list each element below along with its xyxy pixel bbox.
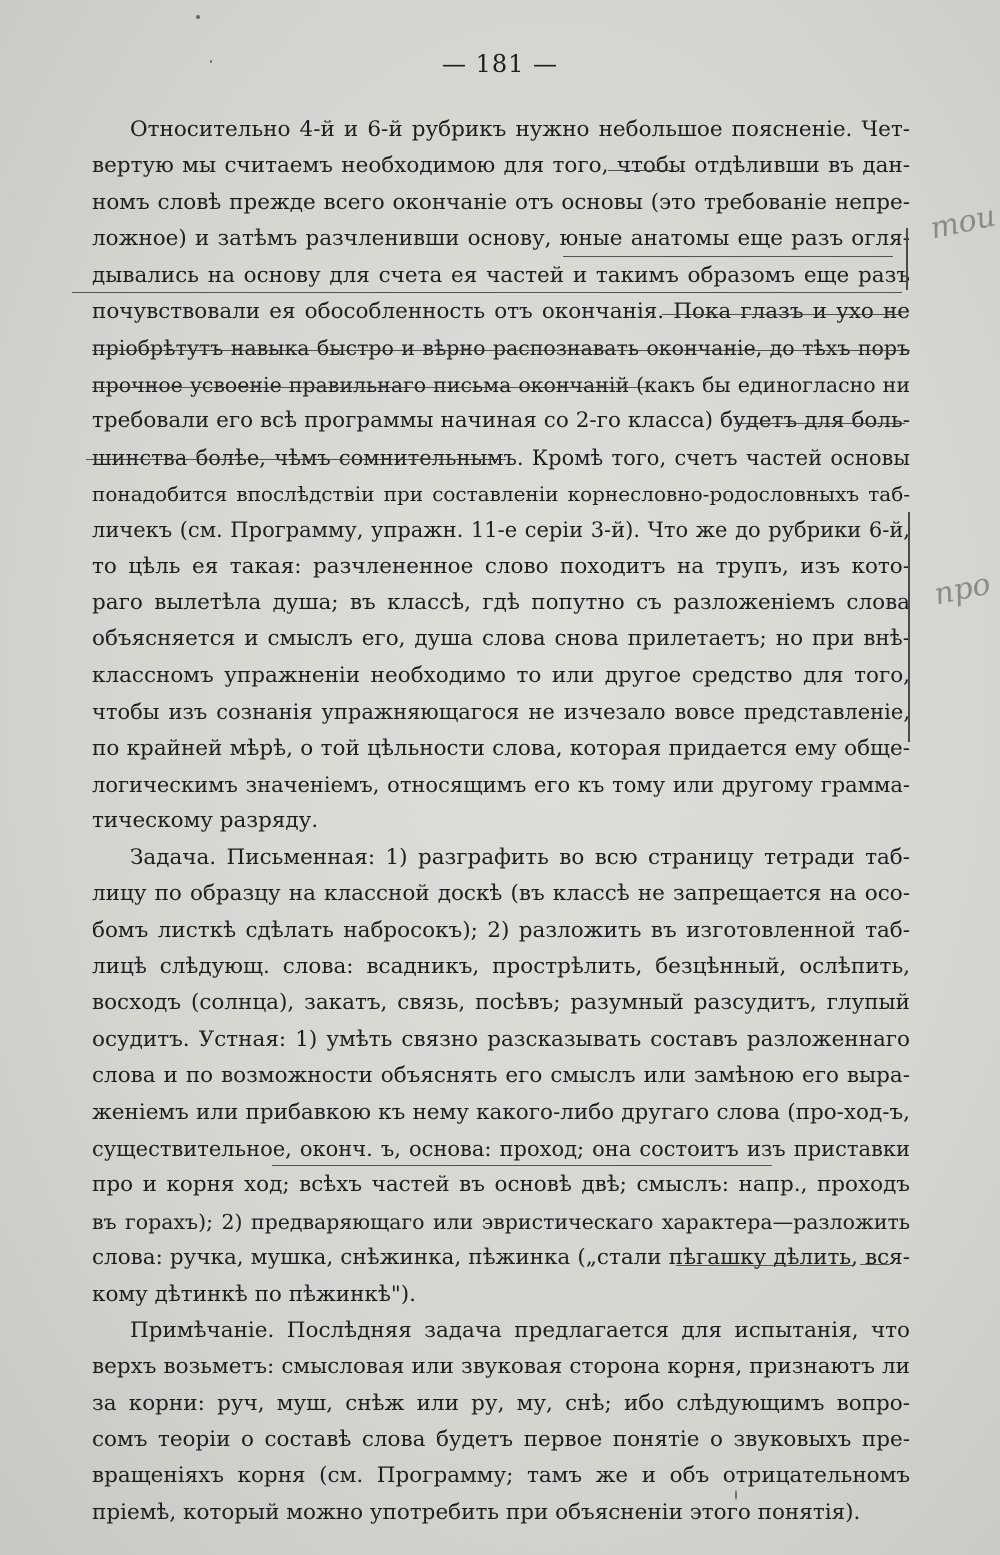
text-line: въ горахъ); 2) предваряющаго или эвристическаго характера—разложить xyxy=(92,1209,910,1234)
paper-speck xyxy=(196,15,200,19)
text-line: существительное, оконч. ъ, основа: проход; она состоитъ изъ приставки xyxy=(92,1136,910,1161)
text-line: вращеніяхъ корня (см. Программу; тамъ же и объ отрицательномъ xyxy=(92,1463,910,1489)
text-line: лицу по образцу на классной доскѣ (въ классѣ не запрещается на осо- xyxy=(92,881,910,907)
text-line: раго вылетѣла душа; въ классѣ, гдѣ попутно съ разложеніемъ слова xyxy=(92,590,910,616)
pencil-underline xyxy=(860,1264,890,1265)
text-line: кому дѣтинкѣ по пѣжинкѣ"). xyxy=(92,1281,416,1307)
pencil-underline xyxy=(72,292,902,293)
pencil-underline xyxy=(86,459,506,460)
pencil-underline xyxy=(676,1265,854,1266)
text-line: Примѣчаніе. Послѣдняя задача предлагается для испытанія, что xyxy=(130,1317,910,1343)
text-line: про и корня ход; всѣхъ частей въ основѣ двѣ; смыслъ: напр., проходъ xyxy=(92,1172,910,1198)
margin-bracket xyxy=(908,512,910,742)
text-line: логическимъ значеніемъ, относящимъ его къ тому или другому грамма- xyxy=(92,773,910,798)
pencil-underline xyxy=(563,256,893,257)
text-line: женіемъ или прибавкою къ нему какого-либо другаго слова (про-ход-ъ, xyxy=(92,1099,910,1125)
pencil-underline xyxy=(92,350,910,351)
pencil-underline xyxy=(662,314,902,315)
pencil-underline xyxy=(92,387,647,388)
pencil-underline xyxy=(608,170,674,171)
text-line: дывались на основу для счета ея частей и такимъ образомъ еще разъ xyxy=(92,262,910,288)
pencil-underline xyxy=(272,1165,772,1166)
text-line: прочное усвоеніе правильнаго письма окончаній (какъ бы единогласно ни xyxy=(92,372,910,397)
text-line: номъ словѣ прежде всего окончаніе отъ основы (это требованіе непре- xyxy=(92,189,910,215)
text-line: требовали его всѣ программы начиная со 2-го класса) будетъ для боль- xyxy=(92,408,910,434)
paper-speck xyxy=(210,60,212,63)
margin-bracket xyxy=(906,228,908,290)
page-number: — 181 — xyxy=(441,50,559,78)
text-line: почувствовали ея обособленность отъ окончанія. Пока глазъ и ухо не xyxy=(92,298,910,324)
margin-note: тои xyxy=(927,198,999,247)
text-line: классномъ упражненіи необходимо то или другое средство для того, xyxy=(92,662,910,688)
text-line: по крайней мѣрѣ, о той цѣльности слова, которая придается ему обще- xyxy=(92,735,910,761)
text-line: верхъ возьметъ: смысловая или звуковая сторона корня, признаютъ ли xyxy=(92,1354,910,1380)
body-text xyxy=(92,112,910,1531)
text-line: восходъ (солнца), закатъ, связь, посѣвъ; разумный разсудитъ, глупый xyxy=(92,990,910,1016)
text-line: за корни: руч, муш, снѣж или ру, му, снѣ; ибо слѣдующимъ вопро- xyxy=(92,1390,910,1416)
text-line: пріемѣ, который можно употребить при объясненіи этого понятія). xyxy=(92,1499,861,1525)
text-line: Относительно 4-й и 6-й рубрикъ нужно небольшое поясненіе. Чет- xyxy=(130,117,910,142)
text-line: слова: ручка, мушка, снѣжинка, пѣжинка („стали пѣгашку дѣлить, вся- xyxy=(92,1245,910,1271)
margin-note: про xyxy=(930,566,994,613)
text-line: личекъ (см. Программу, упражн. 11-е серіи 3-й). Что же до рубрики 6-й, xyxy=(92,518,910,543)
text-line: бомъ листкѣ сдѣлать набросокъ); 2) разложить въ изготовленной таб- xyxy=(92,917,910,943)
paper-speck xyxy=(735,1490,737,1500)
text-line: сомъ теоріи о составѣ слова будетъ первое понятіе о звуковыхъ пре- xyxy=(92,1427,910,1453)
text-line: вертую мы считаемъ необходимою для того, чтобы отдѣливши въ дан- xyxy=(92,153,910,179)
text-line: ложное) и затѣмъ разчленивши основу, юные анатомы еще разъ огля- xyxy=(92,226,910,252)
text-line: тическому разряду. xyxy=(92,808,319,834)
text-line: лицѣ слѣдующ. слова: всадникъ, прострѣлить, безцѣнный, ослѣпить, xyxy=(92,953,910,979)
text-line: пріобрѣтутъ навыка быстро и вѣрно распознавать окончаніе, до тѣхъ поръ xyxy=(92,336,910,361)
text-line: то цѣль ея такая: разчлененное слово походитъ на трупъ, изъ кото- xyxy=(92,553,910,579)
text-line: объясняется и смыслъ его, душа слова снова прилетаетъ; но при внѣ- xyxy=(92,626,910,652)
pencil-underline xyxy=(735,423,905,424)
text-line: чтобы изъ сознанія упражняющагося не изчезало вовсе представленіе, xyxy=(92,700,910,725)
text-line: понадобится впослѣдствіи при составленіи корнесловно-родословныхъ таб- xyxy=(92,481,910,506)
text-line: Задача. Письменная: 1) разграфить во всю страницу тетради таб- xyxy=(130,844,910,870)
text-line: шинства болѣе, чѣмъ сомнительнымъ. Кромѣ того, счетъ частей основы xyxy=(92,445,910,470)
text-line: слова и по возможности объяснять его смыслъ или замѣною его выра- xyxy=(92,1063,910,1089)
text-line: осудитъ. Устная: 1) умѣть связно разсказывать составъ разложеннаго xyxy=(92,1026,910,1052)
